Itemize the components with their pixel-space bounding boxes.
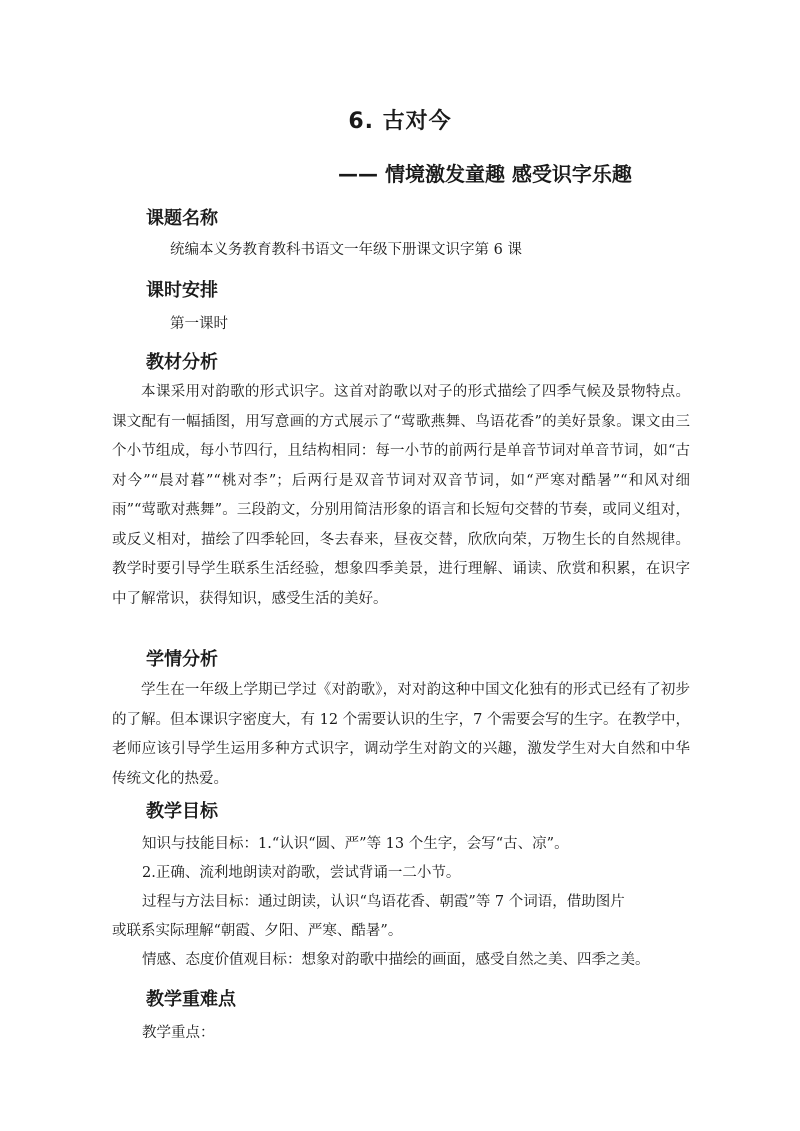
material-paragraph: 本课采用对韵歌的形式识字。这首对韵歌以对子的形式描绘了四季气候及景物特点。课文配有一幅插图，用写意画的方式展示了“莺歌燕舞、鸟语花香”的美好景象。课文由三个小节组成，每小节四行，且结构相同：每一小节的前两行是单音节词对单音节词，如“古对今”“晨对暮”“桃对李”；后两行是双音节词对双音节词，如“严寒对酷暑”“和风对细雨”“莺歌对燕舞”。三段韵文，分别用简洁形象的语言和长短句交替的节奏，或同义组对，或反义相对，描绘了四季轮回，冬去春来，昼夜交替，欣欣向荣，万物生长的自然规律。教学时要引导学生联系生活经验，想象四季美景，进行理解、诵读、欣赏和积累，在识字中了解常识，获得知识，感受生活的美好。 bbox=[112, 384, 690, 607]
heading-key-points: 教学重难点 bbox=[146, 989, 236, 1010]
goal-line-4: 或联系实际理解“朝霞、夕阳、严寒、酷暑”。 bbox=[112, 923, 403, 939]
heading-goals: 教学目标 bbox=[146, 801, 218, 822]
key-points-text: 教学重点： bbox=[142, 1025, 215, 1041]
heading-students: 学情分析 bbox=[146, 649, 218, 670]
students-paragraph: 学生在一年级上学期已学过《对韵歌》，对对韵这种中国文化独有的形式已经有了初步的了解。但本课识字密度大，有 12 个需要认识的生字，7 个需要会写的生字。在教学中，老师应该引导学生运用多种方式识字，调动学生对韵文的兴趣，激发学生对大自然和中华传统文化的热爱。 bbox=[112, 682, 690, 787]
goal-line-3: 过程与方法目标：通过朗读，认识“鸟语花香、朝霞”等 7 个词语，借助图片 bbox=[142, 894, 625, 910]
goal-line-1: 知识与技能目标：1.“认识“圆、严”等 13 个生字，会写“古、凉”。 bbox=[142, 836, 569, 852]
page-subtitle: —— 情境激发童趣 感受识字乐趣 bbox=[338, 162, 632, 186]
heading-material: 教材分析 bbox=[146, 352, 218, 373]
heading-course-name: 课题名称 bbox=[146, 208, 218, 229]
schedule-text: 第一课时 bbox=[170, 316, 228, 332]
goal-line-2: 2.正确、流利地朗读对韵歌，尝试背诵一二小节。 bbox=[142, 865, 461, 881]
page-title: 6. 古对今 bbox=[348, 109, 452, 134]
course-name-text: 统编本义务教育教科书语文一年级下册课文识字第 6 课 bbox=[170, 242, 522, 258]
goal-line-5: 情感、态度价值观目标：想象对韵歌中描绘的画面，感受自然之美、四季之美。 bbox=[142, 952, 650, 968]
heading-schedule: 课时安排 bbox=[146, 280, 218, 301]
